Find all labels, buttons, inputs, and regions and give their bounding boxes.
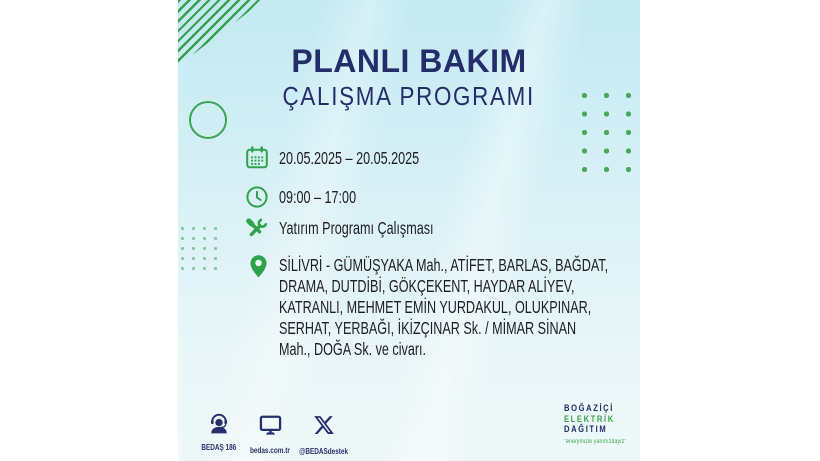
work-type-row: [178, 216, 640, 242]
clock-icon: [245, 185, 269, 209]
location-line: Mah., DOĞA Sk. ve civarı.: [279, 339, 427, 359]
logo-line-3: DAĞITIM: [564, 424, 608, 435]
calendar-icon: [245, 146, 269, 170]
x-logo-icon: [291, 414, 357, 441]
tools-icon: [245, 216, 269, 240]
logo-line-1: BOĞAZİÇİ: [564, 403, 614, 414]
contact-x-account: [291, 410, 357, 459]
location-line: SERHAT, YERBAĞI, İKİZÇINAR Sk. / MİMAR SİNAN: [279, 318, 577, 338]
location-row: [178, 253, 640, 373]
date-row: [178, 146, 640, 172]
page-title: PLANLI BAKIM: [291, 43, 527, 79]
location-line: DRAMA, DUTDİBİ, GÖKÇEKENT, HAYDAR ALİYEV,: [279, 276, 575, 296]
location-pin-icon: [248, 253, 269, 281]
contact-label: bedas.com.tr: [250, 446, 290, 455]
time-row: [178, 185, 640, 211]
work-type: Yatırım Programı Çalışması: [279, 218, 434, 238]
announcement-card: [178, 0, 640, 461]
contact-label: @BEDASdestek: [299, 447, 349, 456]
title-block: [178, 44, 640, 110]
location-line: KATRANLI, MEHMET EMİN YURDAKUL, OLUKPINAR,: [279, 297, 592, 317]
contact-label: BEDAŞ 186: [201, 443, 237, 452]
location-text: [279, 255, 608, 360]
location-line: SİLİVRİ - GÜMÜŞYAKA Mah., ATİFET, BARLAS, BAĞDAT,: [279, 255, 609, 275]
page-subtitle: ÇALIŞMA PROGRAMI: [282, 81, 536, 112]
logo-line-2: ELEKTRİK: [564, 413, 615, 425]
logo-tagline: "enerjimizle yanınızdayız": [564, 439, 627, 445]
date-range: 20.05.2025 – 20.05.2025: [279, 148, 420, 168]
time-range: 09:00 – 17:00: [279, 187, 357, 207]
bogazici-elektrik-logo: [564, 404, 640, 448]
